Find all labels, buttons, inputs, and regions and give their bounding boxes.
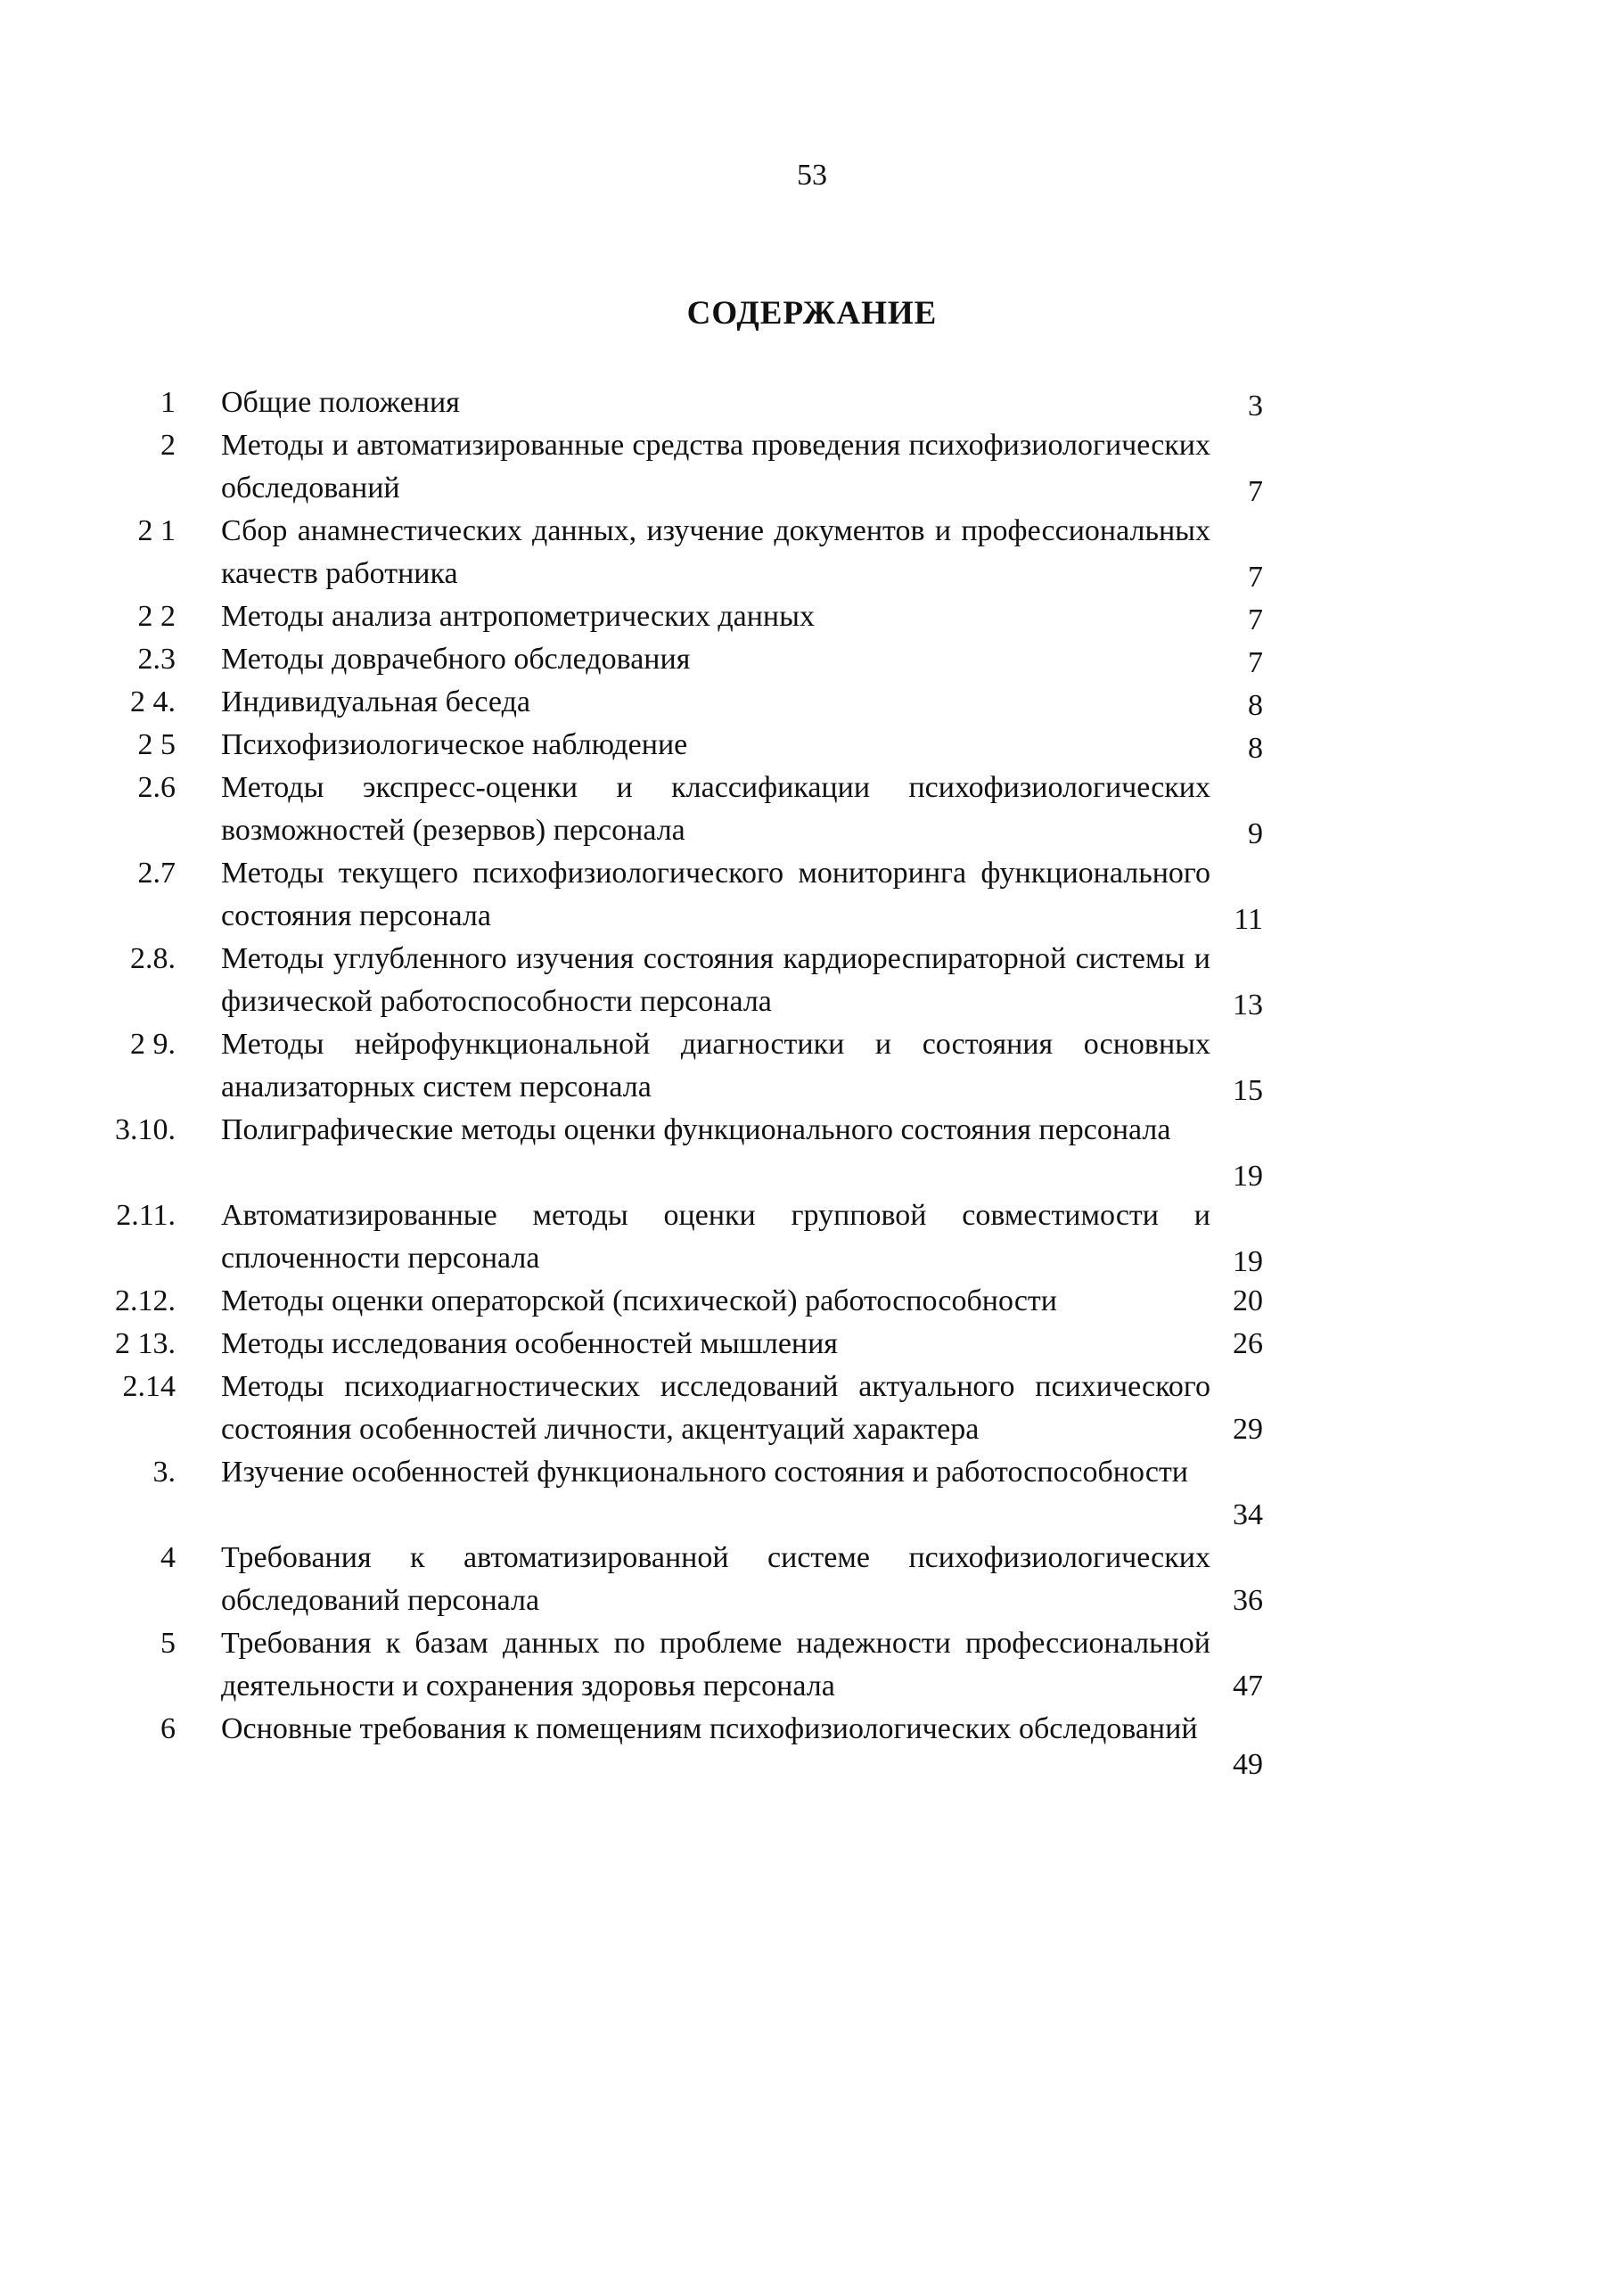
- toc-entry-page: 36: [1233, 1584, 1263, 1617]
- toc-entry-number: 2.12.: [115, 1284, 176, 1317]
- toc-entry-page: 47: [1233, 1670, 1263, 1703]
- toc-entry-number: 2 4.: [130, 685, 176, 718]
- toc-entry-number: 1: [160, 386, 176, 419]
- toc-entry-title: Изучение особенностей функционального состояния и работоспособности: [221, 1456, 1188, 1489]
- toc-entry-number: 3.: [152, 1456, 176, 1489]
- toc-entry-page: 26: [1233, 1327, 1263, 1360]
- toc-entry-number: 2 5: [137, 728, 176, 761]
- toc-entry-page: 15: [1233, 1074, 1263, 1107]
- toc-entry-page: 7: [1248, 646, 1263, 679]
- toc-entry-page: 19: [1233, 1160, 1263, 1193]
- toc-entry-title: Методы и автоматизированные средства проведения психофизиологических обследований: [221, 429, 1210, 505]
- toc-entry-title: Сбор анамнестических данных, изучение документов и профессиональных качеств работника: [221, 514, 1210, 590]
- toc-entry-page: 7: [1248, 561, 1263, 594]
- toc-entry-title: Полиграфические методы оценки функционального состояния персонала: [221, 1113, 1171, 1146]
- toc-entry-title: Индивидуальная беседа: [221, 685, 530, 718]
- toc-entry-page: 3: [1248, 390, 1263, 423]
- toc-entry-title: Требования к автоматизированной системе психофизиологических обследований персонала: [221, 1541, 1210, 1617]
- toc-entry-title: Основные требования к помещениям психофизиологических обследований: [221, 1712, 1198, 1745]
- toc-entry-number: 2 13.: [115, 1327, 176, 1360]
- toc-entry-title: Методы углубленного изучения состояния кардиореспираторной системы и физической работоспособности персонала: [221, 942, 1210, 1018]
- toc-entry-page: 34: [1233, 1498, 1263, 1531]
- toc-entry-number: 2.6: [137, 771, 176, 804]
- toc-entry-number: 2.8.: [130, 942, 176, 975]
- toc-entry-title: Методы анализа антропометрических данных: [221, 600, 815, 633]
- toc-entry-title: Методы психодиагностических исследований актуального психического состояния особенностей личности, акцентуаций характера: [221, 1370, 1210, 1446]
- toc-entry-number: 3.10.: [115, 1113, 176, 1146]
- toc-entry-page: 7: [1248, 603, 1263, 636]
- toc-entry-title: Методы нейрофункциональной диагностики и состояния основных анализаторных систем персонала: [221, 1028, 1210, 1104]
- toc-entry-page: 7: [1248, 475, 1263, 508]
- toc-entry-page: 20: [1233, 1284, 1263, 1317]
- toc-entry-number: 2.11.: [116, 1199, 176, 1232]
- toc-entry-title: Психофизиологическое наблюдение: [221, 728, 688, 761]
- toc-entry-title: Требования к базам данных по проблеме надежности профессиональной деятельности и сохранения здоровья персонала: [221, 1627, 1210, 1703]
- toc-entry-number: 2: [160, 429, 176, 462]
- toc-entry-number: 2 9.: [130, 1028, 176, 1061]
- toc-entry-page: 8: [1248, 732, 1263, 765]
- toc-entry-number: 2.3: [137, 643, 176, 676]
- toc-entry-title: Методы экспресс-оценки и классификации психофизиологических возможностей (резервов) персонала: [221, 771, 1210, 847]
- toc-entry-page: 13: [1233, 989, 1263, 1022]
- toc-entry-page: 8: [1248, 689, 1263, 722]
- toc-entry-page: 11: [1234, 903, 1263, 936]
- toc-entry-page: 19: [1233, 1245, 1263, 1278]
- toc-heading: СОДЕРЖАНИЕ: [686, 295, 938, 332]
- page-number: 53: [797, 159, 827, 192]
- toc-entry-number: 5: [160, 1627, 176, 1660]
- toc-entry-title: Методы доврачебного обследования: [221, 643, 691, 676]
- toc-entry-number: 2 1: [137, 514, 176, 547]
- toc-entry-page: 49: [1233, 1748, 1263, 1781]
- toc-entry-title: Общие положения: [221, 386, 460, 419]
- toc-entry-title: Методы исследования особенностей мышления: [221, 1327, 838, 1360]
- toc-entry-title: Методы оценки операторской (психической) работоспособности: [221, 1284, 1057, 1317]
- toc-entry-title: Методы текущего психофизиологического мониторинга функционального состояния персонала: [221, 857, 1210, 932]
- toc-entry-page: 9: [1248, 817, 1263, 850]
- toc-entry-page: 29: [1233, 1413, 1263, 1446]
- toc-entry-number: 2.7: [137, 857, 176, 890]
- toc-entry-number: 6: [160, 1712, 176, 1745]
- toc-entry-number: 4: [160, 1541, 176, 1574]
- toc-entry-title: Автоматизированные методы оценки групповой совместимости и сплоченности персонала: [221, 1199, 1210, 1275]
- toc-entry-number: 2 2: [137, 600, 176, 633]
- toc-entry-number: 2.14: [122, 1370, 176, 1403]
